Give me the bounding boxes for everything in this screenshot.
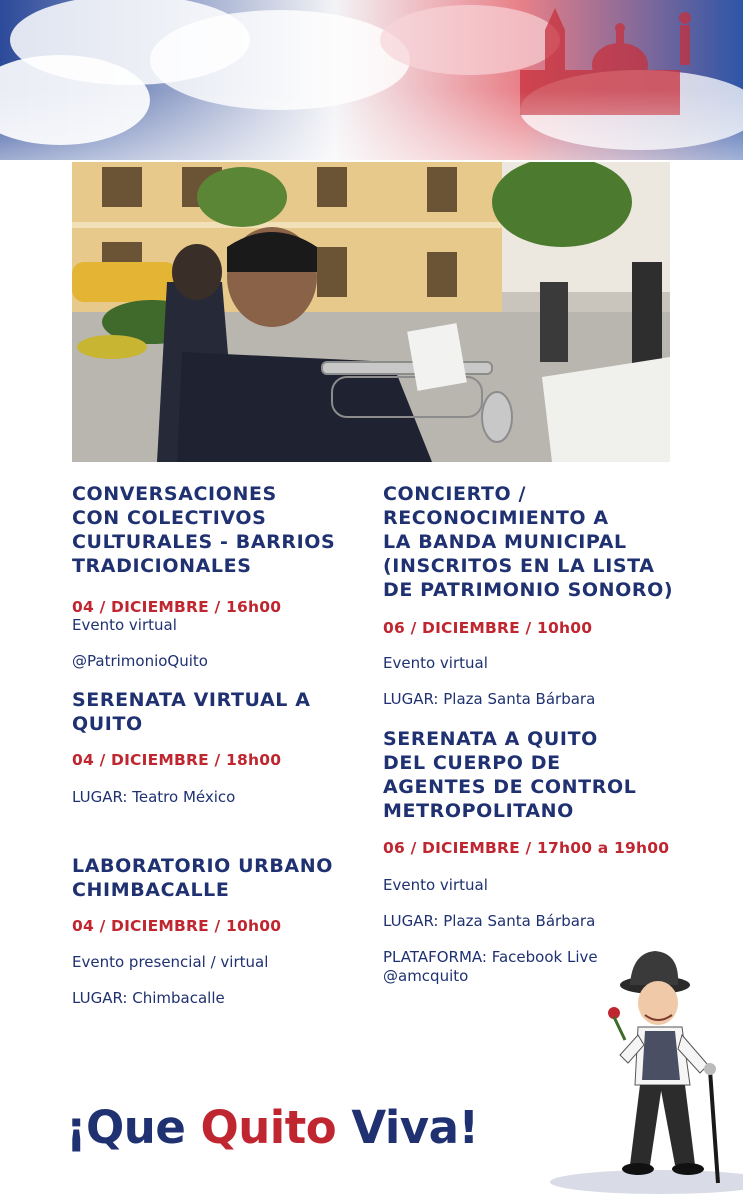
- event-mode: Evento virtual: [383, 876, 488, 894]
- event-date: 04 / DICIEMBRE / 10h00: [72, 917, 282, 935]
- title-line: CONVERSACIONES: [72, 483, 277, 505]
- title-line: DEL CUERPO DE: [383, 752, 561, 774]
- platform-line: PLATAFORMA: Facebook Live: [383, 948, 598, 966]
- title-line: METROPOLITANO: [383, 800, 574, 822]
- event-title: [72, 482, 372, 578]
- title-line: AGENTES DE CONTROL: [383, 776, 637, 798]
- event-serenata-virtual: [72, 688, 372, 736]
- event-date: 04 / DICIEMBRE / 18h00: [72, 751, 282, 769]
- event-title: [72, 688, 372, 736]
- title-line: TRADICIONALES: [72, 555, 252, 577]
- slogan-part-3: Viva!: [336, 1101, 479, 1154]
- event-place: LUGAR: Teatro México: [72, 788, 236, 806]
- title-line: (INSCRITOS EN LA LISTA: [383, 555, 655, 577]
- event-mode: Evento presencial / virtual: [72, 953, 269, 971]
- band-photo: [72, 162, 670, 462]
- event-place: LUGAR: Chimbacalle: [72, 989, 225, 1007]
- event-date: 04 / DICIEMBRE / 16h00: [72, 598, 282, 616]
- title-line: LABORATORIO URBANO: [72, 855, 333, 877]
- slogan-part-2: Quito: [200, 1101, 337, 1154]
- event-laboratorio: [72, 854, 372, 902]
- event-title: [383, 727, 733, 823]
- title-line: LA BANDA MUNICIPAL: [383, 531, 627, 553]
- event-serenata-amc: [383, 727, 733, 823]
- title-line: QUITO: [72, 713, 143, 735]
- platform-handle: @amcquito: [383, 967, 469, 985]
- event-place: LUGAR: Plaza Santa Bárbara: [383, 912, 596, 930]
- event-mode: Evento virtual: [72, 616, 177, 634]
- title-line: SERENATA VIRTUAL A: [72, 689, 311, 711]
- event-place: LUGAR: Plaza Santa Bárbara: [383, 690, 596, 708]
- title-line: CON COLECTIVOS: [72, 507, 267, 529]
- title-line: SERENATA A QUITO: [383, 728, 598, 750]
- event-concierto: [383, 482, 733, 602]
- event-mode: Evento virtual: [383, 654, 488, 672]
- event-title: [383, 482, 733, 602]
- event-conversaciones: [72, 482, 372, 578]
- slogan-part-1: ¡Que: [66, 1101, 201, 1154]
- event-platform: [383, 948, 598, 986]
- event-title: [72, 854, 372, 902]
- title-line: CONCIERTO /: [383, 483, 527, 505]
- title-line: RECONOCIMIENTO A: [383, 507, 609, 529]
- title-line: CHIMBACALLE: [72, 879, 230, 901]
- mascot-icon: [600, 945, 740, 1185]
- social-handle: @PatrimonioQuito: [72, 652, 208, 670]
- title-line: CULTURALES - BARRIOS: [72, 531, 336, 553]
- title-line: DE PATRIMONIO SONORO): [383, 579, 674, 601]
- event-date: 06 / DICIEMBRE / 10h00: [383, 619, 593, 637]
- slogan: [66, 1098, 479, 1158]
- event-date: 06 / DICIEMBRE / 17h00 a 19h00: [383, 839, 670, 857]
- trumpet-player-photo: [72, 162, 670, 462]
